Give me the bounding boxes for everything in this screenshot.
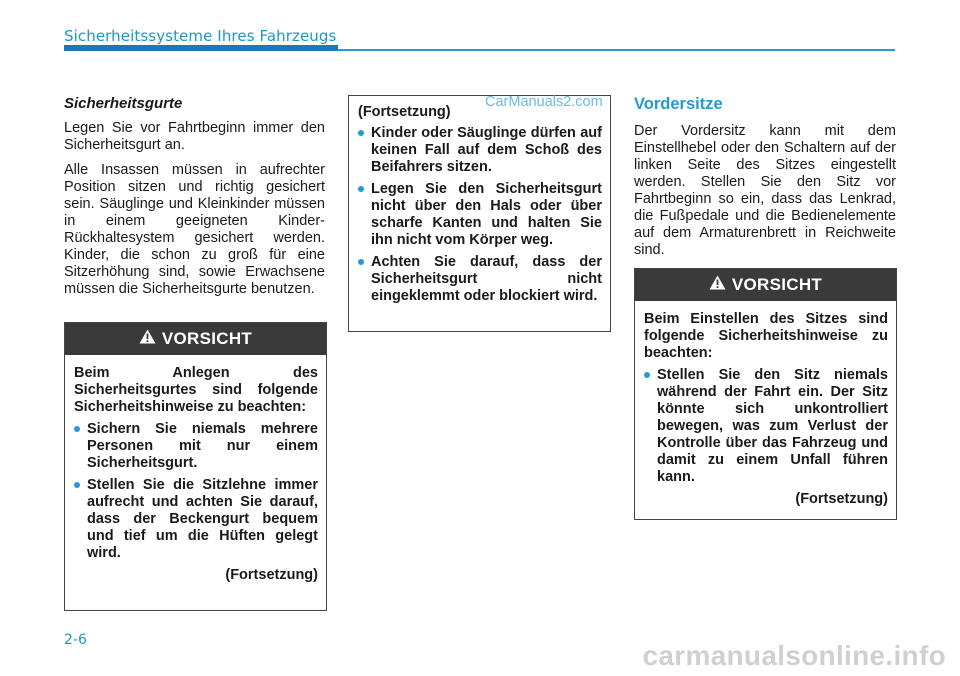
caution-bullet: Stellen Sie den Sitz niemals während der Fahrt ein. Der Sitz könnte sich unkontrolliert bewegen, was zum Verlust der Kontrolle über das Fahrzeug und damit zu einem Unfall führen kann. bbox=[644, 367, 888, 486]
bullet-dot-icon bbox=[358, 130, 364, 136]
caution-header bbox=[65, 323, 326, 355]
continuation-box bbox=[348, 95, 611, 332]
warning-triangle-icon bbox=[139, 329, 156, 349]
caution-intro: Beim Einstellen des Sitzes sind folgende Sicherheitshinweise zu beachten: bbox=[644, 311, 888, 361]
bullet-dot-icon bbox=[358, 186, 364, 192]
continuation-bullet: Legen Sie den Sicherheitsgurt nicht über den Hals oder über scharfe Kanten und halten Sie ihn nicht vom Körper weg. bbox=[358, 181, 602, 249]
bullet-dot-icon bbox=[358, 259, 364, 265]
bullet-dot-icon bbox=[74, 426, 80, 432]
continued-note: (Fortsetzung) bbox=[225, 567, 318, 583]
caution-intro: Beim Anlegen des Sicherheitsgurtes sind folgende Sicherheitshinweise zu beachten: bbox=[74, 365, 318, 415]
caution-bullet: Sichern Sie niemals mehrere Personen mit nur einem Sicherheitsgurt. bbox=[74, 421, 318, 472]
front-seats-title: Vordersitze bbox=[634, 95, 723, 113]
bullet-dot-icon bbox=[74, 482, 80, 488]
page-number: 2-6 bbox=[64, 632, 87, 648]
caution-label: VORSICHT bbox=[731, 275, 823, 294]
continuation-bullet: Kinder oder Säuglinge dürfen auf keinen Fall auf dem Schoß des Beifahrers sitzen. bbox=[358, 125, 602, 176]
caution-bullet: Stellen Sie die Sitzlehne immer aufrecht und achten Sie darauf, dass der Beckengurt bequem und tief um die Hüften gelegt wird. bbox=[74, 477, 318, 562]
section-header-title: Sicherheitssysteme Ihres Fahrzeugs bbox=[64, 27, 337, 45]
continuation-heading: (Fortsetzung) bbox=[358, 104, 451, 120]
seat-caution-box bbox=[634, 268, 897, 520]
header-accent-bar bbox=[64, 45, 338, 51]
seatbelts-paragraph-1: Legen Sie vor Fahrtbeginn immer den Sicherheitsgurt an. bbox=[64, 120, 325, 153]
warning-triangle-icon bbox=[709, 275, 726, 295]
right-column bbox=[634, 95, 896, 267]
left-column bbox=[64, 95, 325, 306]
continued-note: (Fortsetzung) bbox=[795, 491, 888, 507]
seatbelts-title: Sicherheitsgurte bbox=[64, 95, 183, 112]
front-seats-paragraph: Der Vordersitz kann mit dem Einstellhebel oder den Schaltern auf der linken Seite des Sitzes eingestellt werden. Stellen Sie den Sitz vor Fahrtbeginn so ein, dass das Lenkrad, die Fußpedale und die Bedienelemente auf dem Armaturenbrett in Reichweite sind. bbox=[634, 123, 896, 258]
seatbelts-paragraph-2: Alle Insassen müssen in aufrechter Position sitzen und richtig gesichert sein. Säuglinge und Kleinkinder müssen in einem geeigneten Kinder-Rückhaltesystem gesichert werden. Kinder, die schon zu groß für eine Sitzerhöhung sind, sowie Erwachsene müssen die Sicherheitsgurte benutzen. bbox=[64, 162, 325, 297]
seatbelt-caution-box bbox=[64, 322, 327, 611]
bullet-dot-icon bbox=[644, 372, 650, 378]
continuation-bullet: Achten Sie darauf, dass der Sicherheitsgurt nicht eingeklemmt oder blockiert wird. bbox=[358, 254, 602, 305]
caution-header bbox=[635, 269, 896, 301]
watermark-link-top[interactable]: CarManuals2.com bbox=[485, 94, 603, 110]
caution-label: VORSICHT bbox=[161, 329, 253, 348]
watermark-bottom: carmanualsonline.info bbox=[642, 640, 946, 671]
